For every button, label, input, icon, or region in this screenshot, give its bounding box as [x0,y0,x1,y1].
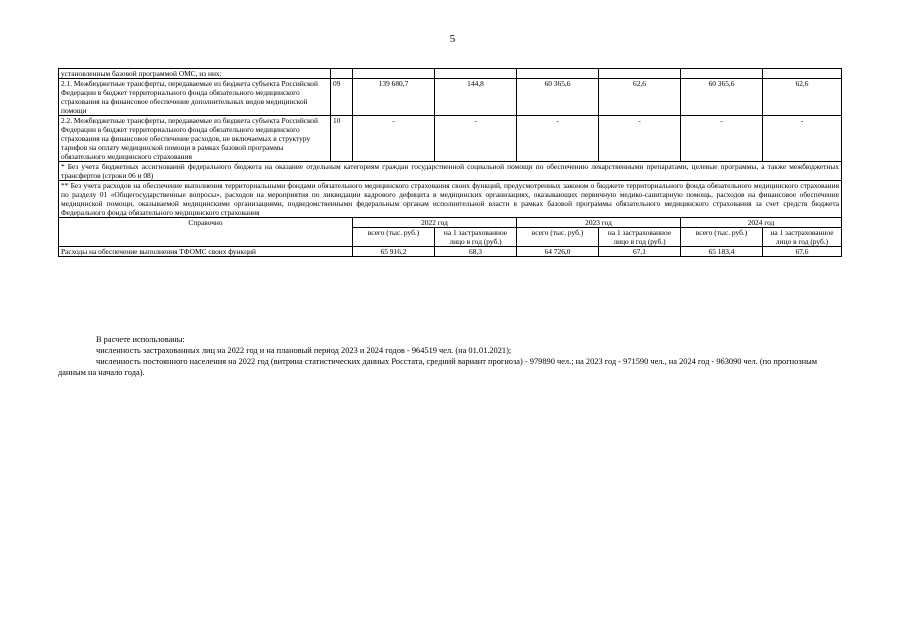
value-cell: - [435,116,517,162]
value-cell: 62,6 [599,79,681,116]
value-cell: 65 183,4 [681,247,763,257]
year-header: 2022 год [353,218,517,228]
table-row-continuation [59,69,842,79]
value-cell: 60 365,6 [681,79,763,116]
value-cell: - [681,116,763,162]
column-header-total: всего (тыс. руб.) [681,228,763,247]
reference-data-row [59,247,842,257]
value-cell: - [599,116,681,162]
footnote-row-1 [59,162,842,181]
value-cell: - [763,116,842,162]
reference-year-header [59,218,842,228]
calculation-notes [58,334,841,378]
value-cell: 139 680,7 [353,79,435,116]
column-header-per-person: на 1 застрахованное лицо в год (руб.) [435,228,517,247]
value-cell: 67,1 [599,247,681,257]
row-code: 09 [331,79,353,116]
calc-insured-count: численность застрахованных лиц на 2022 год и на плановый период 2023 и 2024 годов - 964519 чел. (на 01.01.2021); [96,346,512,355]
value-cell: 65 916,2 [353,247,435,257]
row-label: 2.2. Межбюджетные трансферты, передаваемые из бюджета субъекта Российской Федерации в бюджет территориального фонда обязательного медицинского страхования на финансовое обеспечение расходов, не включаемых в структуру тарифов на оплату медицинской помощи в рамках базовой программы обязательного медицинского страхования [59,116,331,162]
column-header-per-person: на 1 застрахованное лицо в год (руб.) [599,228,681,247]
reference-label: Справочно [59,218,353,247]
column-header-per-person: на 1 застрахованное лицо в год (руб.) [763,228,842,247]
row-label: установленным базовой программой ОМС, из них: [59,69,331,79]
column-header-total: всего (тыс. руб.) [353,228,435,247]
footnote-2: ** Без учета расходов на обеспечение выполнения территориальными фондами обязательного медицинского страхования своих функций, предусмотренных законом о бюджете территориального фонда обязательного медицинского страхования по разделу 01 «Общегосударственные вопросы», расходов на мероприятия по ликвидации кадрового дефицита в медицинских организациях, оказывающих первичную медико-санитарную помощь, расходов на финансовое обеспечение медицинской помощи, оказываемой медицинскими организациями, подведомственными федеральным органам исполнительной власти в рамках базовой программы обязательного медицинского страхования за счет средств бюджета Федерального фонда обязательного медицинского страхования [59,181,842,218]
footnote-row-2 [59,181,842,218]
year-header: 2024 год [681,218,842,228]
footnote-1: * Без учета бюджетных ассигнований федерального бюджета на оказание отдельным категориям граждан государственной социальной помощи по обеспечению лекарственными препаратами, целевые программы, а также межбюджетных трансфертов (строки 06 и 08) [59,162,842,181]
value-cell: 60 365,6 [517,79,599,116]
calc-population-count: численность постоянного населения на 2022 год (витрина статистических данных Росстата, средний вариант прогноза) - 979890 чел.; на 2023 год - 971590 чел., на 2024 год - 963090 чел. (по прогнозным данным на начало года). [58,357,818,377]
row-label: Расходы на обеспечение выполнения ТФОМС своих функций [59,247,353,257]
value-cell: - [353,116,435,162]
row-label: 2.1. Межбюджетные трансферты, передаваемые из бюджета субъекта Российской Федерации в бюджет территориального фонда обязательного медицинского страхования на финансовое обеспечение дополнительных видов медицинской помощи [59,79,331,116]
table-row-2-2 [59,116,842,162]
column-header-total: всего (тыс. руб.) [517,228,599,247]
value-cell: - [517,116,599,162]
row-code: 10 [331,116,353,162]
table-row-2-1 [59,79,842,116]
value-cell: 144,8 [435,79,517,116]
page-number: 5 [449,33,456,45]
report-table-block [58,68,841,257]
year-header: 2023 год [517,218,681,228]
value-cell: 67,6 [763,247,842,257]
report-table [58,68,842,257]
value-cell: 62,6 [763,79,842,116]
value-cell: 64 726,0 [517,247,599,257]
value-cell: 68,3 [435,247,517,257]
calc-intro: В расчете использованы: [96,335,185,344]
